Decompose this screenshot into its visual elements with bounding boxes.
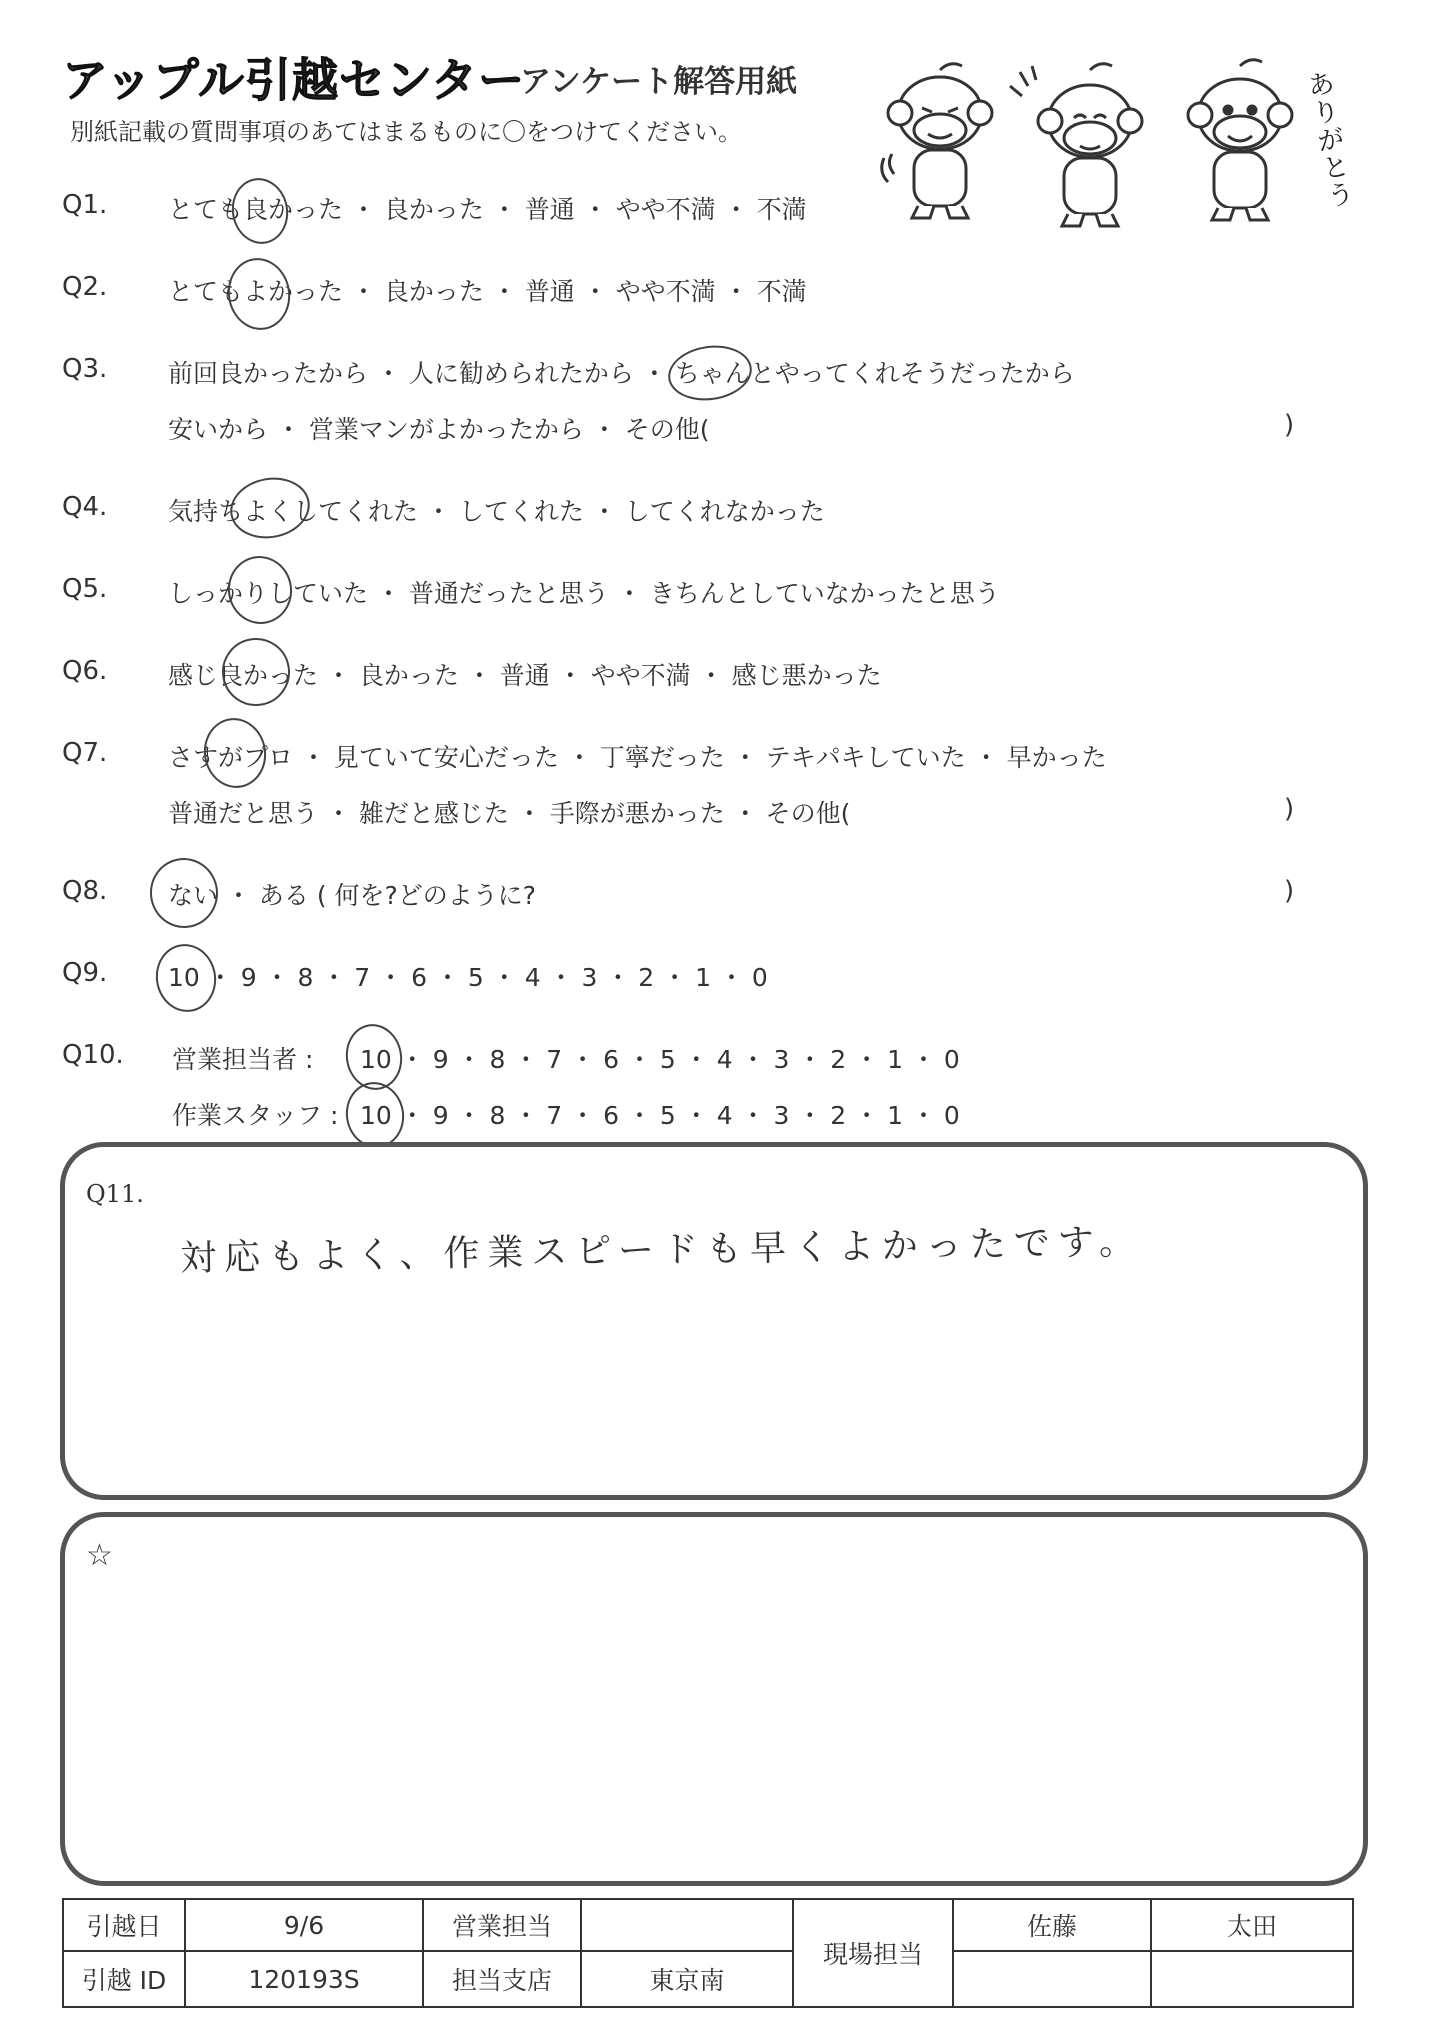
question-options-q3-line2: 安いから ・ 営業マンがよかったから ・ その他(: [168, 415, 710, 444]
monkey-mascots-illustration: [880, 58, 1350, 238]
sales-rep-value: [581, 1899, 793, 1951]
question-options-q3-line1: 前回良かったから ・ 人に勧められたから ・ ちゃんとやってくれそうだったから: [168, 359, 1075, 388]
q10-sales-scale: 10 ・ 9 ・ 8 ・ 7 ・ 6 ・ 5 ・ 4 ・ 3 ・ 2 ・ 1 ・ 0: [360, 1045, 960, 1074]
answer-circle-q2: [222, 253, 296, 335]
question-options-q7-line1: さすがプロ ・ 見ていて安心だった ・ 丁寧だった ・ テキパキしていた ・ 早かった: [168, 743, 1107, 772]
question-options-q4: 気持ちよくしてくれた ・ してくれた ・ してくれなかった: [168, 497, 825, 526]
question-number-q5: Q5.: [62, 574, 108, 604]
question-number-q7: Q7.: [62, 738, 108, 768]
branch-value: 東京南: [581, 1951, 793, 2007]
answer-circle-q4: [225, 472, 314, 545]
site-staff-2: 太田: [1151, 1899, 1353, 1951]
star-label: ☆: [86, 1538, 113, 1573]
question-number-q6: Q6.: [62, 656, 108, 686]
sales-rep-label: 営業担当: [423, 1899, 581, 1951]
question-scale-q9: 10 ・ 9 ・ 8 ・ 7 ・ 6 ・ 5 ・ 4 ・ 3 ・ 2 ・ 1 ・ 0: [168, 963, 768, 992]
q3-other-close-paren: ): [1284, 410, 1295, 440]
site-staff-3: [953, 1951, 1151, 2007]
monkey-icon: [882, 64, 992, 218]
question-options-q7-line2: 普通だと思う ・ 雑だと感じた ・ 手際が悪かった ・ その他(: [168, 799, 851, 828]
move-id-value: 120193S: [185, 1951, 423, 2007]
site-staff-label: 現場担当: [793, 1899, 953, 2007]
q11-handwritten-answer: 対応もよく、作業スピードも早くよかったです。: [179, 1221, 1144, 1280]
site-staff-4: [1151, 1951, 1353, 2007]
monkey-icon: [1010, 64, 1142, 226]
question-options-q6: 感じ良かった ・ 良かった ・ 普通 ・ やや不満 ・ 感じ悪かった: [168, 661, 882, 690]
q8-close-paren: ): [1284, 876, 1295, 906]
star-comment-box: [60, 1512, 1368, 1886]
monkey-icon: [1188, 60, 1292, 220]
question-options-q8: ない ・ ある ( 何を?どのように?: [168, 881, 537, 910]
q10-staff-scale: 10 ・ 9 ・ 8 ・ 7 ・ 6 ・ 5 ・ 4 ・ 3 ・ 2 ・ 1 ・ 0: [360, 1101, 960, 1130]
branch-label: 担当支店: [423, 1951, 581, 2007]
answer-circle-q5: [223, 551, 298, 629]
page-subtitle: アンケート解答用紙: [520, 64, 798, 100]
q11-label: Q11.: [86, 1180, 144, 1208]
footer-info-table: [62, 1898, 1354, 2008]
answer-circle-q7: [198, 713, 271, 793]
answer-circle-q6: [217, 633, 296, 712]
q10-sales-label: 営業担当者 :: [172, 1045, 314, 1074]
q10-staff-label: 作業スタッフ :: [172, 1101, 339, 1130]
q11-comment-box: [60, 1142, 1368, 1500]
page-title: アップル引越センター: [62, 53, 526, 107]
answer-circle-q8: [145, 854, 222, 933]
instruction-text: 別紙記載の質問事項のあてはまるものに〇をつけてください。: [70, 118, 742, 146]
move-date-label: 引越日: [63, 1899, 185, 1951]
question-options-q2: とてもよかった ・ 良かった ・ 普通 ・ やや不満 ・ 不満: [168, 277, 807, 306]
question-number-q9: Q9.: [62, 958, 108, 988]
site-staff-1: 佐藤: [953, 1899, 1151, 1951]
move-date-value: 9/6: [185, 1899, 423, 1951]
answer-circle-q9: [151, 939, 222, 1016]
question-number-q2: Q2.: [62, 272, 108, 302]
question-options-q1: とても良かった ・ 良かった ・ 普通 ・ やや不満 ・ 不満: [168, 195, 807, 224]
thanks-text: ありがとう: [1305, 68, 1357, 213]
answer-circle-q1: [227, 174, 294, 249]
move-id-label: 引越 ID: [63, 1951, 185, 2007]
answer-circle-q3: [665, 340, 756, 405]
question-number-q8: Q8.: [62, 876, 108, 906]
question-number-q10: Q10.: [62, 1040, 124, 1070]
question-number-q1: Q1.: [62, 190, 108, 220]
q7-other-close-paren: ): [1284, 794, 1295, 824]
question-options-q5: しっかりしていた ・ 普通だったと思う ・ きちんとしていなかったと思う: [168, 579, 1000, 608]
question-number-q3: Q3.: [62, 354, 108, 384]
question-number-q4: Q4.: [62, 492, 108, 522]
